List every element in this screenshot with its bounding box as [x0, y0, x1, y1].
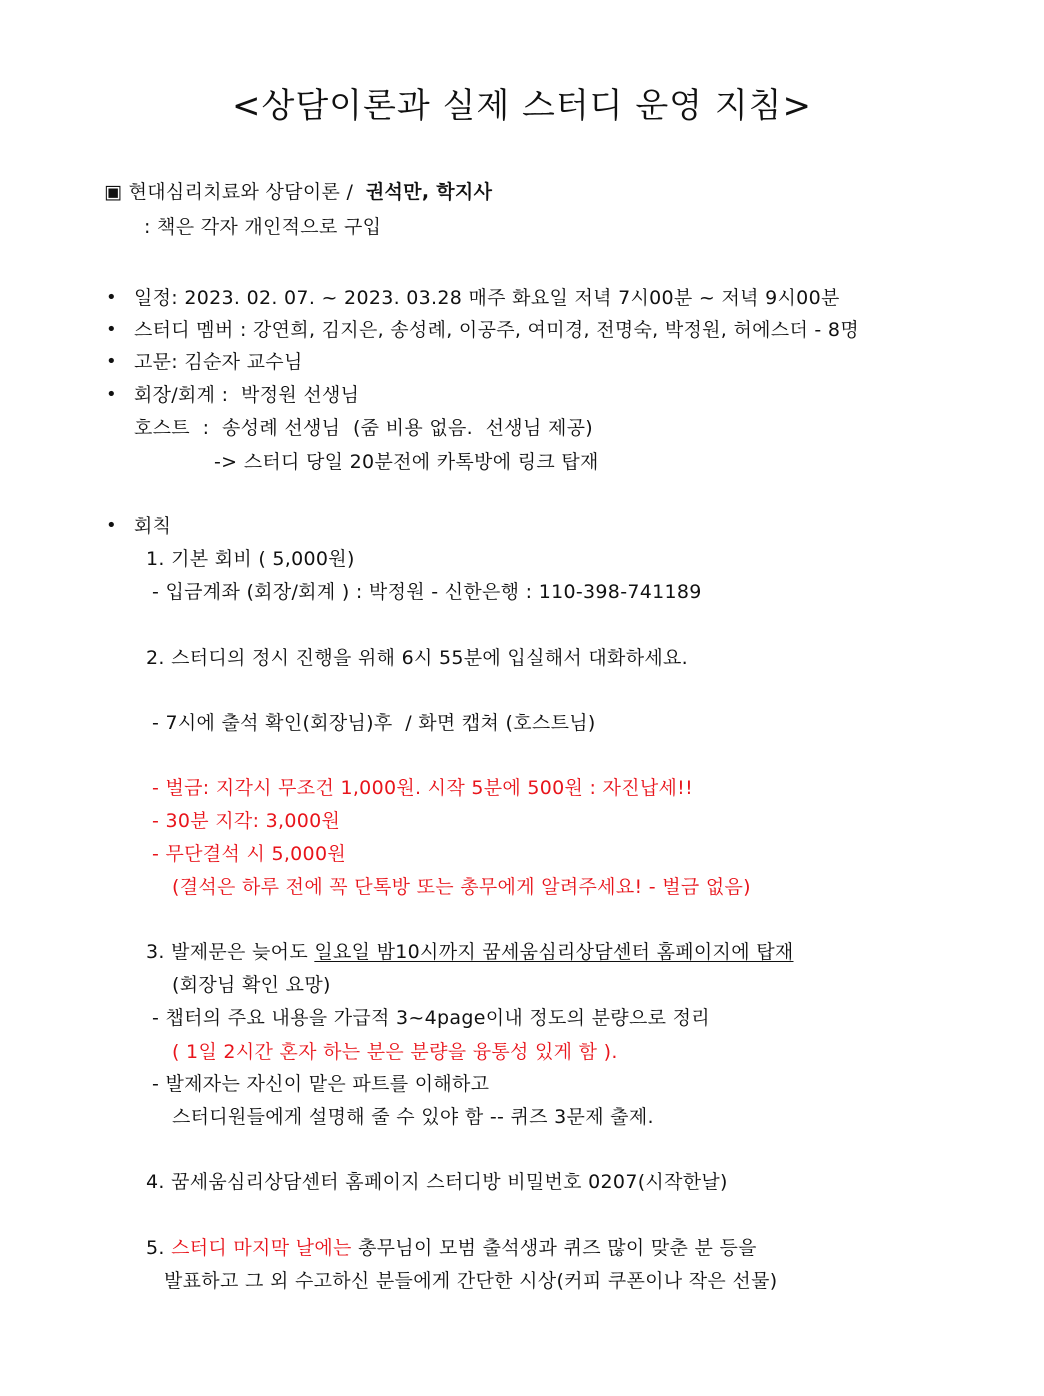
bullet-icon: •	[106, 287, 117, 308]
book-line	[104, 180, 492, 204]
box-marker-icon: ▣	[104, 181, 123, 203]
bullet-icon: •	[106, 319, 117, 340]
bullet-icon: •	[106, 384, 117, 405]
book-authors: 권석만, 학지사	[365, 181, 493, 203]
schedule-text: 일정: 2023. 02. 07. ~ 2023. 03.28 매주 화요일 저녁 7시00분 ~ 저녁 9시00분	[134, 287, 840, 309]
book-title: 현대심리치료와 상담이론 /	[128, 181, 354, 203]
rule2-fine-note: (결석은 하루 전에 꼭 단톡방 또는 총무에게 알려주세요! - 벌금 없음)	[172, 876, 751, 898]
book-note: : 책은 각자 개인적으로 구입	[144, 216, 382, 238]
rule5-prefix: 5.	[146, 1237, 172, 1259]
rule2-title: 2. 스터디의 정시 진행을 위해 6시 55분에 입실해서 대화하세요.	[146, 647, 688, 669]
rule3-title	[146, 940, 794, 964]
rule2-attendance: - 7시에 출석 확인(회장님)후 / 화면 캡쳐 (호스트님)	[152, 712, 596, 734]
members-text: 스터디 멤버 : 강연희, 김지은, 송성례, 이공주, 여미경, 전명숙, 박정원, 허에스더 - 8명	[134, 319, 859, 341]
rule2-fine-absence: - 무단결석 시 5,000원	[152, 843, 346, 865]
host-text: 호스트 : 송성례 선생님 (줌 비용 없음. 선생님 제공)	[134, 417, 593, 439]
rule3-confirm: (회장님 확인 요망)	[172, 974, 331, 996]
rule3-prefix: 3. 발제문은 늦어도	[146, 941, 315, 963]
rule5-rest: 총무님이 모범 출석생과 퀴즈 많이 맞춘 분 등을	[351, 1237, 757, 1259]
rule5-line1	[146, 1236, 757, 1260]
rule5-line2: 발표하고 그 외 수고하신 분들에게 간단한 시상(커피 쿠폰이나 작은 선물)	[164, 1270, 778, 1292]
rule1-title: 1. 기본 회비 ( 5,000원)	[146, 548, 355, 570]
rule3-summary: - 챕터의 주요 내용을 가급적 3~4page이내 정도의 분량으로 정리	[152, 1007, 710, 1029]
rule3-flex: ( 1일 2시간 혼자 하는 분은 분량을 융통성 있게 함 ).	[172, 1041, 618, 1063]
host-note: -> 스터디 당일 20분전에 카톡방에 링크 탑재	[214, 451, 599, 473]
rule4-text: 4. 꿈세움심리상담센터 홈페이지 스터디방 비밀번호 0207(시작한날)	[146, 1171, 728, 1193]
rule5-last-day: 스터디 마지막 날에는	[171, 1237, 352, 1259]
rule3-deadline: 일요일 밤10시까지 꿈세움심리상담센터 홈페이지에 탑재	[314, 941, 794, 963]
rules-heading: 회칙	[134, 515, 172, 537]
rule3-presenter-2: 스터디원들에게 설명해 줄 수 있야 함 -- 퀴즈 3문제 출제.	[172, 1106, 654, 1128]
president-text: 회장/회계 : 박정원 선생님	[134, 384, 360, 406]
rule3-presenter-1: - 발제자는 자신이 맡은 파트를 이해하고	[152, 1073, 490, 1095]
rule2-fine-30min: - 30분 지각: 3,000원	[152, 810, 341, 832]
rule1-account: - 입금계좌 (회장/회계 ) : 박정원 - 신한은행 : 110-398-741189	[152, 581, 702, 603]
page-title: <상담이론과 실제 스터디 운영 지침>	[231, 86, 813, 126]
bullet-icon: •	[106, 351, 117, 372]
rule2-fine-late: - 벌금: 지각시 무조건 1,000원. 시작 5분에 500원 : 자진납세!!	[152, 777, 694, 799]
advisor-text: 고문: 김순자 교수님	[134, 351, 303, 373]
bullet-icon: •	[106, 515, 117, 536]
